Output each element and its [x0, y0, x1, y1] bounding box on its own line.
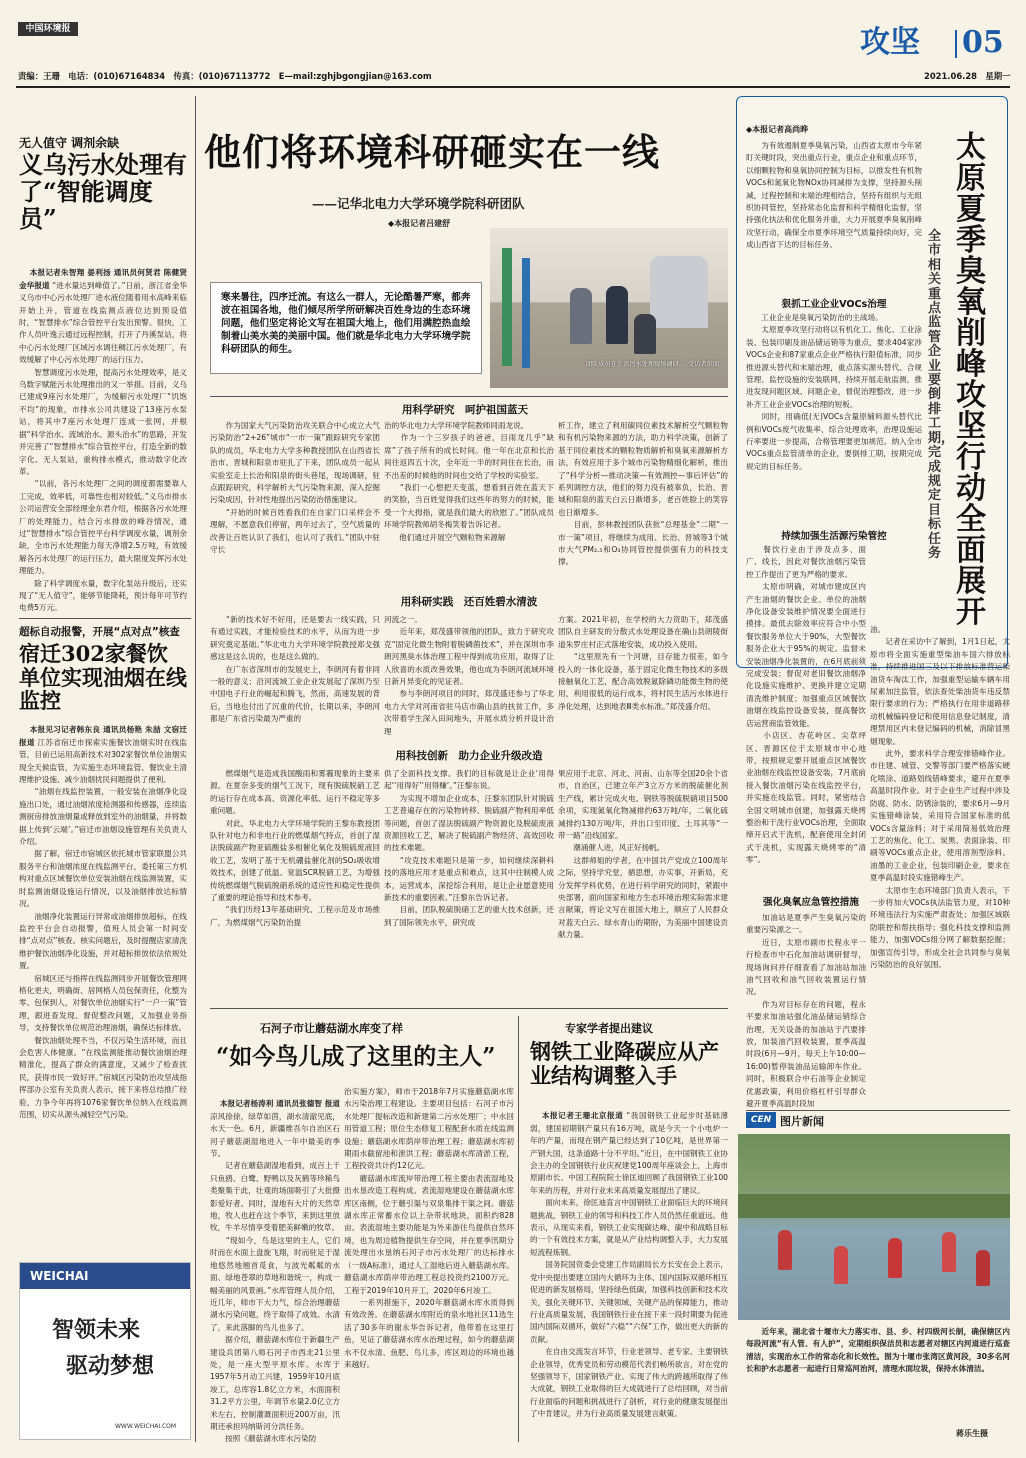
section-divider [955, 30, 957, 58]
story1-headline: 义乌污水处理有了“智能调度员” [19, 150, 187, 233]
story5-body [530, 1098, 728, 1442]
weichai-ad [19, 1262, 191, 1440]
photo-news-image [738, 1134, 1010, 1320]
story4-headline: “如今鸟儿成了这里的主人” [216, 1043, 496, 1070]
right-sub1-body: 工业企业是臭氧污染防治的主战场。 太原夏季攻坚行动将以有机化工、焦化、工业涂装、包装印刷及油品储运销等为重点，要求404家涉VOCs企业和87家重点企业严格执行限值标准，同步推进源头替代和末端治理，重点落实源头替代、合规管理、监控设施的安装联网，持续开展走航监测，推进发现问题区域、问题企业，督促治理整改，进一步补齐工业企业VOCs治理的短板。 同时，用确低(无)VOCs含量原辅料源头替代比例和VOCs废气收集率、综合处理效率，治理设施运行率要进一步提高，合格管理要更加规范。纳入全市VOCs重点监管清单的企业，要倒排工期，按期完成规定的目标任务。 [746, 313, 922, 471]
sec2-col3: 方案。2021年初，在学校的大力资助下，郑茂盛团队自主研发的分散式水处理设备在确山县朗陵街道朱罗庄村正式落地安装，成功投入使用。 “这里原先有一个河塘，目存能力很差，如今投入的一体化设备，基于固定化微生物技术的多级接触氧化工艺，配合高效脱氮除磷功能微生物的使用，利用很低的运行成本，将村民生活污水体进行净化处理，达到地表Ⅲ类水标准。”郑茂盛介绍。 [558, 615, 728, 711]
photo-volunteer-3 [888, 1238, 902, 1278]
story2-text: 江苏省宿迁市探索实施餐饮油烟实时在线监管，目前已运用高新技术对302家餐饮单位油烟实现全天候监管，为实施生态环境监管、餐饮业主清理维护设施、减少油烟扰民问题提供了便利。 “油烟在线监控装置，一般安装在油烟净化设施出口处，通过油烟浓度检测器和传感器，连续监测厨房排放油烟量或释放到室外的油烟量，并将数据上传到‘云端’。”宿迁市油烟设施管理有关负责人介绍。 据了解，宿迁市宿城区依托城市管家联盟公共服务平台和油烟浓度在线监测平台，委托第三方机构对重点区域餐饮单位安装油烟在线监测装置，实时监测油烟设施运行情况，以及油烟排放达标情况。 油烟净化装置运行异常或油烟排放超标，在线监控平台会自动报警，值班人员会第一时间安排“点对点”核查。核实问题后，及时提醒店家清洗维护餐饮油烟净化设施，并对超标排放依法依规处置。 宿城区还与指挥在线监测同步开展餐饮管理网格化更夫，明确街、居网格人员包保责任，化整为零、包保到人，对餐饮单位油烟实行“一户一策”管理，跟进查发现、督促整改问题，又加强业务指导，支持餐饮单位规范治理油烟，确保达标排放。 餐饮油烟处理不当，不仅污染生活环境，而且会危害人体健康。“在线监测能推动餐饮油烟治理精准化，提高了群众的满意度，又减少了检查扰民，获得市民一致好评。”宿城区污染防治攻坚战指挥部办公室有关负责人表示，接下来将总结推广经验，力争今年再将1076家餐饮单位纳入在线监测范围，切实从源头减轻空气污染。 [19, 737, 188, 1119]
right-sub2: 持续加强生活源污染管控 [781, 531, 887, 542]
center-mid-rule [210, 1008, 728, 1009]
editor-info: 责编：王珊 电话：(010)67164834 传真：(010)67113772 E—mail:zghjbgongjian@163.com [18, 71, 432, 81]
story1-kicker: 无人值守 调剂余缺 [19, 136, 120, 150]
sec3-col3: 果应用于北京、河北、河南、山东等全国20余个省市，自治区，已建立年产3立万方米的脱硫催化剂生产线，累计完成火电、钢铁等脱硫脱硝项目500余项，实现氮氧化物减排约63万吨/年，二氧化硫减排约130万吨/年，并出口至印度、土耳其等“一带一路”沿线国家。 潮涌催人进，风正好扬帆。 这群师姐的学者，在中国共产党成立100周年之际，坚持学究堂，循思想，办实事，开新局，充分发挥学科优势，在进行科学研究的同时，紧跟中央部署，面向国家和地方生态环境治理实际需求建言献策，将论文写在祖国大地上，顺应了人民群众对蓝天白云、绿水青山的期盼，为美丽中国建设贡献力量。 [558, 769, 728, 940]
right-vertical-subheadline: 全市相关重点监管企业要倒排工期，完成规定目标任务 [928, 229, 955, 561]
photo-news-credit: 蒋乐生摄 [956, 1429, 988, 1438]
photo-person-3 [634, 314, 656, 354]
story1-text: “进水量达到峰值了。”日前，浙江省金华义乌市中心污水处理厂进水液位随着用水高峰来临开始上升，管道在线监测点液位达到预设值时，“智慧排水”综合管控平台发出预警。很快，工作人员叶逸云通过远程控制，打开了丹溪泵站，将中心污水处理厂区域污水调往稠江污水处理厂，有效缓解了中心污水处理厂的运行压力。 智慧调度污水处理，提高污水处理效率，是义乌数字赋能污水处理推出的又一举措。目前，义乌已建成9座污水处理厂，为缓解污水处理厂“饥饱不均”的现象，市排水公司共建设了13座污水泵站，将其中7座污水处理厂连成一张网，并根据“科学治水、流域治水、源头治水”的思路，开发并完善了“智慧排水”综合管控平台，打造全新的数字化、无人泵站，重构排水模式，推动数字化改革。 “以前，各污水处理厂之间的调度都需要靠人工完成，效率低，可靠性也相对较低。”义乌市排水公司运营安全部经理金东君介绍，根据各污水处理厂的处理能力，结合污水排放的峰谷情况，通过“智慧排水”综合管控平台科学调度水量，调剂余缺，全市污水处理能力每天净增2.5万吨，有效缓解各污水处理厂的运行压力，最大限度发挥污水处理能力。 除了科学调度水量，数字化泵站升级后，还实现了“无人值守”，能够节能降耗，预计每年可节约电费5万元。 [19, 280, 187, 613]
main-photo [490, 228, 728, 388]
lead-text: 寒来暑往，四序迁流。有这么一群人，无论酷暑严寒，都奔波在祖国各地，他们倾尽所学所研解决百姓身边的生态环境问题，他们坚定将论文写在祖国大地上，他们用满腔热血绘制着山美水美的美丽中国。他们就是华北电力大学环境学院科研团队的师生。 [221, 292, 471, 355]
cen-logo: CEN [746, 1112, 776, 1128]
section-name: 攻坚 [860, 25, 920, 60]
story5-text: “我国钢铁工业起步时基础薄弱，建国初期钢产量只有16万吨，就是今天一个小电炉一年的产量，而现在钢产量已经达到了10亿吨，是世界第一产钢大国，这条道路十分不平坦。”近日，在中国钢铁工业协会主办的全国钢铁行业庆祝建党100周年座谈会上，上海市原副市长、中国工程院院士徐匡迪回顾了我国钢铁工业100年来的历程，并对行业未来高质量发展提出了建议。 面向未来，徐匡迪直言中国钢铁工业面临巨大的环境问题挑战，钢铁工业的领导和科技工作人员仍然任重道远。他表示，从现实来看，钢铁工业实现碳达峰、碳中和战略目标的一个有效技术方案，就是从产业结构调整入手，大力发展短流程炼钢。 国务院国资委会党建工作局副局长方长安在会上表示，党中央提出要建立国内大循环为主体、国内国际双循环相互促进的新发展格局，坚持绿色低碳，加强科技创新和技术攻关，强化关键环节、关键领域、关键产品的保障能力，推动行业高质量发展，我国钢铁行业在接下来一段时期要为促进国内国际双循环，做好“六稳”“六保”工作，做出更大的新的贡献。 在自由交流发言环节，行业老领导、老专家、主要钢铁企业领导，优秀党员和劳动模范代表们畅所欲言，对在党的坚强领导下，国家钢铁产业、实现了伟大的跨越所取得了伟大成就，钢铁工业取得的巨大成就进行了总结回顾，对当前行业面临的问题和挑战进行了剖析，对行业的健康发展提出了中肯建议，并为行业高质量发展建言献策。 [530, 1111, 728, 1419]
photo-person-2 [606, 286, 628, 344]
story5-kicker: 专家学者提出建议 [565, 1022, 653, 1035]
story4-col2: 治实施方案》，师市于2018年7月实施蘑菇湖水库水污染治理工程建设。主要项目包括：石河子市污水处理厂提标改造和新建第二污水处理厂；中水回用管道工程；原位生态修复工程配套水质在线监测设施；蘑菇湖水库荫岸带治理工程；蘑菇湖水库初期雨水截留池和泄洪工程；蘑菇湖水库清淤工程，工程投资共计约12亿元。 蘑菇湖水库流岸带治理工程主要由表流湿地及出水垦改造工程构成。表流湿地建设在蘑菇湖水库库区南侧，位于蘑引渠与双泉集排干渠之间。蘑菇湖水库正常蓄水位以上杂带状地块，面积约828亩。表流湿地主要功能是为外来游往鸟提供自然环境，也为周边植物提供生存空间，并在夏季汛期分流处理出水垦纳石河子市污水处理厂的达标排水（一级A标准），通过人工湿地后进入蘑菇湖水库。蘑菇湖水库荫岸带治理工程总投资约2100万元。工程于2019年10月开工，2020年6月竣工。 一系列措施下，2020年蘑菇湖水库水质得到有效改善。在蘑菇湖水库附近的泉水地社区11选生活了30多年的谢永华告诉记者，他带着在这里打鱼，见证了蘑菇湖水库水治理过程，如今的蘑菇湖水不仅水清、鱼肥、鸟儿多，库区周边的环境也越来越好。 [344, 1087, 514, 1369]
photo-caption: 团队成员在生活污水处理现场调研。 受访者供图 [586, 361, 720, 368]
story1-body [19, 255, 190, 615]
story2-byline: 本报见习记者韩东良 通讯员杨艳 朱喆 文宿迁报道 [19, 725, 187, 747]
sec1-rule [210, 396, 728, 397]
main-subheadline: ——记华北电力大学环境学院科研团队 [312, 196, 525, 211]
sec1-col1: 作为国家大气污染防治攻关联合中心成立大气污染防治“2+26”城市“一市一策”跟踪研究专家团队的成员，华北电力大学多种教授团队在山西省长治市、晋城和阳泉市驻扎了下来，团队成员一起从实验室走上长治和阳泉的街头巷尾，现场调研，驻点跟踪研究，科学解析大气污染物来源，深入挖掘污染成因，针对性地提出污染防治措施建议。 “开始的时候百姓看我们在自家门口采样会不理解，不愿意我们停留，两年过去了，空气质量的改善让百姓认识了我们，也认可了我们。”团队中驻守长 [210, 421, 380, 555]
photo-volunteer-1 [778, 1230, 792, 1270]
photo-pipe-1 [502, 248, 512, 366]
story5-byline: 本报记者王珊北京报道 [541, 1111, 624, 1121]
sec3-title: 用科技创新 助力企业升级改造 [395, 750, 543, 762]
story4-byline: 本报记者杨涛利 通讯员张德智 报道 [219, 1099, 340, 1109]
photo-news-caption: 近年来，湖北省十堰市大力落实市、县、乡、村四级河长制，确保辖区内每段河流“有人管、有人护”，定期组织保洁员和志愿者对辖区内河道进行巡查清洁，实现治水工作的常态化和长效性。图为十堰市张湾区黄河段，30多名河长和护水志愿者一起进行日常巡河治河，清理水面垃圾，保持水体清洁。 [746, 1327, 1010, 1374]
ad-brand-bar: WEICHAI [20, 1263, 190, 1289]
masthead-rule [16, 86, 1010, 88]
ad-url: WWW.WEICHAI.COM [115, 1423, 177, 1430]
logo: 中国环境报 [18, 22, 78, 36]
photo-volunteer-2 [834, 1246, 848, 1284]
left-vertical-rule [195, 96, 196, 1442]
left-rule-1 [19, 618, 191, 619]
story4-text: 凉风徐徐，绿草如茵，湖水清澈见底，水天一色。6月，新疆维吾尔自治区石河子蘑菇湖湿地进入一年中最美的季节。 记者在蘑菇湖湿地看到，成百上千只鱼鸥、白鹭、野鸭以及灰鹤等珍稀鸟类聚集于此，壮观的场面吸引了大批摄影爱好者。同时，湿地有大片的天然草地，牧人也赶在这个季节，来到这里放牧，牛羊尽情享受着肥美鲜嫩的牧草。 “现如今，鸟是这里的主人，它们时而在水面上盘旋飞翔，时而驻足于湿地悠然地翘首觅食，与波光粼粼的水面、绿地苍翠的草地和谐统一，构成一幅美丽的风景画。”水库管理人员介绍，近几年，师市下大力气，综合治理蘑菇湖水污染问题，终于取得了成效。水清了，来此落脚的鸟儿也多了。 据介绍，蘑菇湖水库位于新疆生产建设兵团第八师石河子市西北21公里处，是一座大型平原水库。水库于1957年5月动工兴建，1959年10月底竣工，总库容1.8亿立方米，水面面积31.2平方公里，年调节水量2.0亿立方米左右，控制灌溉面积近200万亩，汛期还承担玛纳斯河分洪任务。 按照《蘑菇湖水库水污染防 [210, 1111, 340, 1444]
sec1-col2: 治的华北电力大学环境学院教师同雨龙说。 作为一个三岁孩子的爸爸，目雨龙几乎“缺席”了孩子所有的成长时间。他一年在北京和长治间往返四五十次，全年近一半的时间住在长治，而不出差的时候他的时间也交给了学校的实验室。 “我们一心想把天变蓝，想看到百姓在蓝天下的笑脸，当百姓觉得我们这些年的努力的时候，能受一个大拇指，就是我们最大的欣慰了。”团队成员环境学院教师胡冬梅笑着告诉记者。 他们通过开展空气颗粒物来源解 [384, 421, 554, 542]
main-headline: 他们将环境科研砸实在一线 [204, 130, 660, 174]
issue-date: 2021.06.28 星期一 [924, 71, 1011, 81]
photo-bank [738, 1194, 1010, 1218]
story1-byline: 本报记者朱智翔 晏利扬 通讯员何贤君 陈健贤 金华报道 [19, 268, 190, 290]
right-sub3: 强化臭氧应急管控措施 [763, 897, 859, 908]
lead-box [210, 282, 482, 374]
story2-kicker: 超标自动报警，开展“点对点”核查 [19, 626, 180, 638]
ad-slogan-1: 智领未来 [52, 1317, 141, 1343]
story5-headline: 钢铁工业降碳应从产业结构调整入手 [530, 1039, 719, 1088]
center-story-divider [518, 1016, 519, 1442]
sec1-col3: 析工作，建立了利用碳同位素技术解析空气颗粒物和有机污染物来源的方法，助力科学决策，创新了基于同位素技术的颗粒物质解析和臭氧来源解析方法，有效应用于多个城市污染物精细化解析，推出了“科学分析—推动决策—有效测控—事后评估”的系列调控方法，他们的努力没有被辜负，长治、晋城和阳泉的蓝天白云日渐增多，老百姓脸上的笑容也日渐增多。 目前，彭林教授团队获批“总理基金”二期“一市一策”项目，将继续为成用、长治、晋城等3个城市大气PM₂.₅和O₃协同管控提供强有力的科技支撑。 [558, 421, 728, 567]
ad-slogan-2: 驱动梦想 [66, 1353, 155, 1379]
story4-col1 [210, 1086, 340, 1442]
sec2-col1: “新的技术好不好用，还是要去一线实践，只有通过实践，才能检验技术的水平，从而为进一步研究奠定基础。”华北电力大学环境学院教授郑戈强感这是这么说的，也是这么做的。 在广东省深圳市的发展史上，李朗河有着非同一般的意义；沿河流域工业企业发展起了深圳乃至中国电子行业的崛起和腾飞，然而，高速发展的背后，当地也付出了沉重的代价，长期以来，李朗河都是广东省污染最为严重的 [210, 615, 380, 724]
sec2-title: 用科研实践 还百姓碧水清波 [400, 596, 538, 608]
right-sub3-body: 加油站是夏季产生臭氧污染的重要污染源之一。 近日，太原市副市长程永平一行检查市中石化加油站调研督导，现场询问并仔细查看了加油站加油油气回收和油气回收装置运行情况。 作为对目标存在的问题，程永平要求加油站强化油品储运销综合治理，无关设备的加油站于汽要排放，加装油汽回收装置，夏季高温时段(6月—9月，每天上午10:00—16:00)暂停装油品运输卸车作业。同时，积极联合中石油等企业制定优惠政策，利用价格杠杆引导群众避开夏季高温时段加 [746, 913, 866, 1109]
photo-pipe-2 [522, 258, 530, 368]
right-byline: ◆本报记者高尚晔 [746, 125, 809, 134]
sec3-col2: 供了全面科技支撑。我们的目标就是让企业‘用得起’‘用得好’‘用得赚’。”汪黎东说。 为实现不增加企业成本，汪黎东团队针对脱硫工艺普遍存在的污染物转移、脱硫副产物利用率低等问题，首创了湿法脱硫副产物资源化及脱硫废液资源回收工艺，解决了脱硫副产物经济、高效回收的技术难题。 “攻克技术难题只是第一步，如何继续深耕科技的落地应用才是重点和难点，这其中往制模人成本，运营成本，深挖综合利用，是让企业愿意使用新技术的重要因素。”汪黎东告诉记者。 目前，团队脱硫脱硝工艺的重大技术创新，还到了国际领先水平，研究成 [384, 769, 554, 927]
sec2-col2: 河流之一。 近年来，郑茂盛带领他的团队，致力于研究攻克“固定化微生物附着脱磷菌技术”，并在深圳市李朗河黑臭水体治理工程中得到成功应用，取得了让人欣喜的水质改善效果，他也成为李朗河流域环境日新月异变化的见证者。 参与李朗河项目的同时，郑茂盛还参与了华北电力大学对河南省驻马店市确山县的扶贫工作，多次带着学生深入田间地头，开展水质分析并设计治理 [384, 615, 554, 736]
right-sub1: 狠抓工业企业VOCs治理 [781, 299, 887, 310]
right-intro: 为有效遏制夏季臭氧污染，山西省太原市今年紧盯关键时段，突出重点行业，重点企业和重点环节，以细颗粒物和臭氧协同控制为目标，以推发性有机物VOCs和氮氧化物NOx协同减排为支撑，坚持源头削减，过程控制和末端治理相结合，坚持有组织与无组织协同管控，坚持常态化监督和科学精细化监督，坚持强化执法和优化服务并重，大力开展夏季臭氧削峰攻坚行动，确保全市夏季环境空气质量持续向好，完成山西省下达的目标任务。 [746, 141, 922, 250]
page-number: 05 [962, 25, 1004, 60]
right-sub2-body: 餐饮行业由于涉及点多、面广、线长，因此对餐饮油烟污染管控工作提出了更为严格的要求。 太原市明确，对城市建成区内产生油烟的餐饮企业、单位的油烟净化设备安装维护情况要全面进行摸排。最低去除效率应符合中小型餐饮服务单位大于90%，大型餐饮服务企业大于95%的规定。监督未安装油烟净化装置的，在6月底前须完成安装；督促对老旧餐饮油烟净化设施实施维护、更换并建立定期清洗维护制度；加强重点区域餐饮油烟在线监控设备安装，提高餐饮店运营商监管效能。 小店区、杏花岭区、尖草坪区、晋源区位于太原城市中心地带，按照规定要开展重点区域餐饮业油烟在线监控设备安装，7月底前接入餐饮油烟污染在线监控平台，并实施在线监管。同时，紧密结合全国文明城市创建，加强露天烧烤整治和干洗行业VOCs治理，全面取缔开启式干洗机，配套使用全封闭式干洗机，实现露天烧烤零的“清零”。 [746, 545, 866, 865]
main-byline: ◆本报记者吕建舒 [388, 219, 451, 228]
photo-person-1 [570, 288, 592, 344]
photo-volunteer-4 [942, 1232, 956, 1272]
sec1-title: 用科学研究 呵护祖国蓝天 [402, 404, 528, 416]
right-vertical-headline: 太原夏季臭氧削峰攻坚行动全面展开 [956, 130, 986, 630]
right-sub3-col2: 油。 记者在采访中了解到，1月1日起，太原市将全面实施重型柴油车国六排放标准，持续推进国三及以下排放标准营运柴油货车淘汰工作，加强重型运输车辆车用尿素加注监管，依法查处柴油货车违反禁限行要求的行为；严格执行在用非道路移动机械编码登记和使用信息登记制度，清理禁用区内未登记编码的机械，消除冒黑烟现象。 此外，要求科学合理安排错峰作业。市住建、城管、交警等部门要严格落实硬化喷涂、道路划线错峰要求，避开在夏季高温时段作业。对于企业生产过程中涉及防腐、防水、防锈涂装的，要求6月—9月实施错峰涂装，采用符合国家标准的低VOCs含量涂料；对于采用简易低效治理工艺的焦化、化工、炭黑、表面涂装、印刷等VOCs重点企业，使用溶剂型涂料、油墨的工业企业，包装印刷企业，要求在夏季高温时段实施错峰生产。 太原市生态环境部门负责人表示，下一步将加大VOCs执法监管力度，对10种环境违法行为实施严肃查处；加强区域联防联控和帮扶指导；强化科技支撑和监测能力，加强VOCs组分网了解数据挖掘；加强宣传引导，形成全社会共同参与臭氧污染防治的良好氛围。 [870, 625, 1010, 969]
photo-tank [650, 256, 708, 328]
photo-news-rule [746, 1110, 1010, 1111]
photo-news-title: 图片新闻 [780, 1115, 824, 1128]
sec3-col1: 燃煤烟气是造成我国酸雨和雾霾现象的主要来源。在夏奈多变的烟气工况下，现有脱硫脱硝工艺的运行存在成本高、资源化率低、运行不稳定等多重问题。 对此，华北电力大学环境学院的王黎东教授团队针对电力和非电行业的燃煤烟气特点，首创了湿法脱硫副产物亚硫酸盐多相催化氧化及脱硫废液回收工艺，发明了基于无机硼盐催化剂的SO₂吸收增效技术，创建了低温、宽温SCR脱硝工艺，为增强传统燃煤烟气脱硫脱硝系统的适应性和稳定性提供了重要的理论指导和技术参考。 “我们历经13年基础研究、工程示范及市场推广，为燃煤烟气污染防治提 [210, 769, 380, 927]
story2-headline: 宿迁302家餐饮单位实现油烟在线监控 [19, 641, 187, 714]
story4-kicker: 石河子市让蘑菇湖水库变了样 [260, 1022, 403, 1035]
photo-volunteer-5 [976, 1250, 990, 1286]
story2-body [19, 712, 187, 1252]
